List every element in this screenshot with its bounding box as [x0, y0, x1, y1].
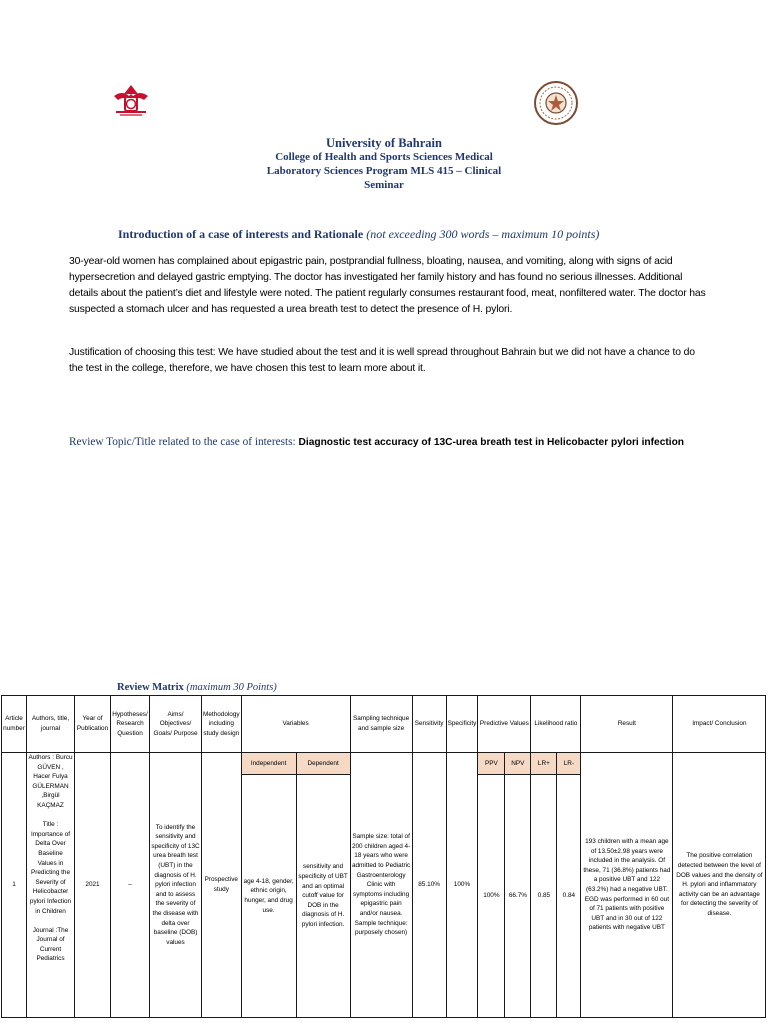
subheader-lr-negative: LR-: [557, 753, 581, 775]
cell-methodology: Prospective study: [202, 753, 242, 1018]
cell-impact: The positive correlation detected between the level of DOB values and the density of H. pylori and inflammatory activity can be an advantage for detecting the severity of disease.: [673, 753, 766, 1018]
cell-npv: 66.7%: [505, 775, 531, 1018]
header-methodology: Methodology including study design: [202, 696, 242, 753]
review-topic-label: Review Topic/Title related to the case of interests:: [69, 436, 296, 448]
header-aims: Aims/ Objectives/ Goals/ Purpose: [150, 696, 202, 753]
college-line-2: Laboratory Sciences Program MLS 415 – Clinical: [266, 165, 502, 177]
header-sensitivity: Sensitivity: [412, 696, 446, 753]
intro-title: Introduction of a case of interests and Rationale: [118, 227, 364, 241]
intro-paragraph-justification: Justification of choosing this test: We have studied about the test and it is well spread throughout Bahrain but we did not have a chance to do the test in the college, therefore, we have chosen this test to learn more about it.: [69, 347, 695, 374]
review-topic-title: Diagnostic test accuracy of 13C-urea breath test in Helicobacter pylori infection: [298, 437, 685, 448]
matrix-title: Review Matrix: [117, 682, 184, 693]
cell-specificity: 100%: [446, 753, 478, 1018]
header-variables: Variables: [241, 696, 350, 753]
subheader-dependent: Dependent: [296, 753, 350, 775]
university-name: University of Bahrain: [326, 136, 442, 150]
header-sampling: Sampling technique and sample size: [350, 696, 412, 753]
header-authors: Authors, title, journal: [27, 696, 75, 753]
college-seal-logo: [532, 80, 580, 126]
matrix-subheader-row: [2, 753, 766, 775]
cell-independent: age 4-18, gender, ethnic origin, hunger, and drug use.: [241, 775, 296, 1018]
subheader-npv: NPV: [505, 753, 531, 775]
intro-note: (not exceeding 300 words – maximum 10 points): [366, 227, 600, 241]
cell-aims: To identify the sensitivity and specificity of 13C urea breath test (UBT) in the diagnosis of H. pylori infection and to assess the severity of the disease with delta over baseline (DOB) values: [150, 753, 202, 1018]
crest-icon: [110, 82, 152, 120]
cell-lr-positive: 0.85: [531, 775, 557, 1018]
cell-result: 193 children with a mean age of 13.50±2.98 years were included in the analysis. Of these, 71 (36.8%) patients had a positive UBT and 122 (63.2%) had a negative UBT. EGD was performed in 60 out of 71 patients with positive UBT and in 30 out of 122 patients with negative UBT: [581, 753, 673, 1018]
header-article-number: Article number: [2, 696, 27, 753]
cell-sensitivity: 85.10%: [412, 753, 446, 1018]
cell-dependent: sensitivity and specificity of UBT and an optimal cutoff value for DOB in the diagnosis of H. pylori infection.: [296, 775, 350, 1018]
cell-authors: Authors : Burcu GÜVEN , Hacer Fulya GÜLERMAN ,Birgül KAÇMAZ Title : Importance of Delta Over Baseline Values in Predicting the Severity of Helicobacter pylori Infection in Children Journal :The Journal of Current Pediatrics: [27, 753, 75, 1018]
cell-hypotheses: –: [111, 753, 150, 1018]
cell-ppv: 100%: [478, 775, 505, 1018]
cell-lr-negative: 0.84: [557, 775, 581, 1018]
header-predictive-values: Predictive Values: [478, 696, 531, 753]
header-year: Year of Publication: [75, 696, 111, 753]
header-hypotheses: Hypotheses/ Research Question: [111, 696, 150, 753]
intro-heading: [118, 227, 599, 242]
review-matrix-heading: [117, 682, 277, 693]
cell-sampling: Sample size: total of 200 children aged 4-18 years who were admitted to Pediatric Gastroenterology Clinic with symptoms including epigastric pain and/or nausea. Sample technique: purposely chosen): [350, 753, 412, 1018]
cell-article-number: 1: [2, 753, 27, 1018]
intro-paragraph-case: 30-year-old women has complained about epigastric pain, postprandial fullness, bloating, nausea, and vomiting, along with signs of acid hypersecretion and delayed gastric emptying. The doctor has investigated her family history and has found no serious illnesses. Additional details about the patient’s diet and lifestyle were noted. The patient regularly consumes restaurant food, meat, nonfiltered water. The doctor has suspected a stomach ulcer and has requested a urea breath test to detect the presence of H. pylori.: [69, 256, 706, 315]
college-line-1: College of Health and Sports Sciences Medical: [275, 151, 493, 163]
seal-icon: [532, 80, 580, 126]
review-topic: [69, 436, 684, 448]
header-impact: Impact/ Conclusion: [673, 696, 766, 753]
cell-year: 2021: [75, 753, 111, 1018]
college-line-3: Seminar: [364, 179, 404, 191]
header-likelihood-ratio: Likelihood ratio: [531, 696, 581, 753]
university-crest-logo: [110, 82, 152, 120]
subheader-ppv: PPV: [478, 753, 505, 775]
header-specificity: Specificity: [446, 696, 478, 753]
university-heading: [0, 136, 768, 192]
matrix-note: (maximum 30 Points): [186, 682, 277, 693]
subheader-lr-positive: LR+: [531, 753, 557, 775]
matrix-header-row: [2, 696, 766, 753]
header-result: Result: [581, 696, 673, 753]
review-matrix-table: [1, 695, 766, 1018]
subheader-independent: Independent: [241, 753, 296, 775]
